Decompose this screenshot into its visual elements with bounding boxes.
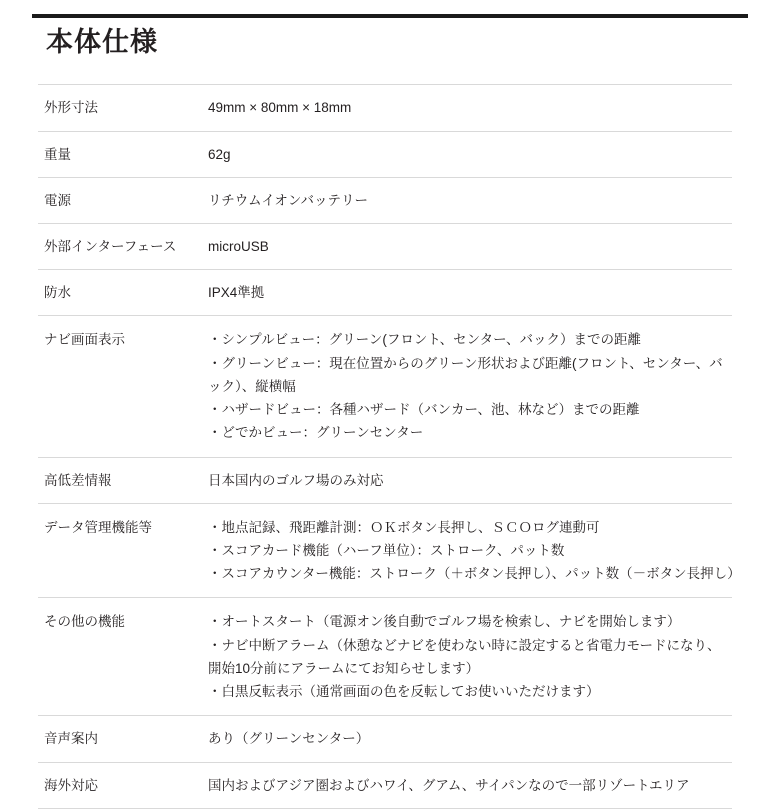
table-row: [38, 503, 732, 598]
spec-value: [192, 177, 732, 223]
spec-label: 外形寸法: [44, 100, 98, 116]
spec-value: [192, 762, 732, 808]
table-row: [38, 85, 732, 131]
table-row: [38, 270, 732, 316]
spec-line: ・ハザードビュー：各種ハザード（バンカー、池、林など）までの距離: [208, 402, 640, 418]
spec-label: 音声案内: [44, 731, 98, 747]
table-row: [38, 131, 732, 177]
spec-value: [192, 598, 732, 716]
spec-value: [192, 503, 741, 598]
spec-line: ・地点記録、飛距離計測：ＯＫボタン長押し、ＳＣＯログ連動可: [208, 519, 600, 535]
table-row: [38, 224, 732, 270]
table-row: [38, 716, 732, 762]
spec-line: microUSB: [208, 239, 269, 255]
spec-line: ・スコアカード機能（ハーフ単位）：ストローク、パット数: [208, 543, 565, 559]
spec-line: 49mm × 80mm × 18mm: [208, 100, 352, 116]
spec-label: 高低差情報: [44, 472, 112, 488]
spec-line: 日本国内のゴルフ場のみ対応: [208, 472, 384, 488]
spec-line: ・ナビ中断アラーム（休憩などナビを使わない時に設定すると省電力モードになり、開始10分前にアラームにてお知らせします）: [208, 637, 721, 676]
spec-label: 防水: [44, 285, 71, 301]
header-rule: [32, 14, 748, 18]
table-row: [38, 598, 732, 716]
spec-line: ・グリーンビュー：現在位置からのグリーン形状および距離(フロント、センター、バック）、縦横幅: [208, 355, 723, 394]
spec-label: 海外対応: [44, 777, 98, 793]
spec-value: [192, 270, 732, 316]
spec-line: IPX4準拠: [208, 285, 265, 301]
spec-line: リチウムイオンバッテリー: [208, 192, 368, 208]
spec-label: ナビ画面表示: [44, 332, 125, 348]
spec-value: [192, 131, 732, 177]
page-title: 本体仕様: [46, 27, 158, 57]
table-row: [38, 762, 732, 808]
spec-value: [192, 224, 732, 270]
spec-label: 電源: [44, 192, 71, 208]
table-row: [38, 316, 732, 457]
spec-label: データ管理機能等: [44, 519, 152, 535]
spec-label: その他の機能: [44, 614, 125, 630]
spec-value: [192, 716, 732, 762]
spec-line: 国内およびアジア圏およびハワイ、グアム、サイパンなので一部リゾートエリア: [208, 777, 690, 793]
spec-line: 62g: [208, 146, 231, 162]
spec-line: ・どでかビュー：グリーンセンター: [208, 425, 424, 441]
specifications-table: [38, 84, 741, 808]
spec-value: [192, 316, 732, 457]
spec-line: ・スコアカウンター機能：ストローク（＋ボタン長押し）、パット数（－ボタン長押し）: [208, 566, 741, 582]
spec-label: 重量: [44, 146, 71, 162]
spec-label: 外部インターフェース: [44, 239, 177, 255]
table-row: [38, 457, 732, 503]
spec-value: [192, 85, 732, 131]
spec-value: [192, 457, 732, 503]
table-row: [38, 177, 732, 223]
spec-line: ・白黒反転表示（通常画面の色を反転してお使いいただけます）: [208, 684, 600, 700]
spec-line: あり（グリーンセンター）: [208, 731, 370, 747]
spec-line: ・オートスタート（電源オン後自動でゴルフ場を検索し、ナビを開始します）: [208, 614, 681, 630]
spec-line: ・シンプルビュー：グリーン(フロント、センター、バック）までの距離: [208, 332, 642, 348]
